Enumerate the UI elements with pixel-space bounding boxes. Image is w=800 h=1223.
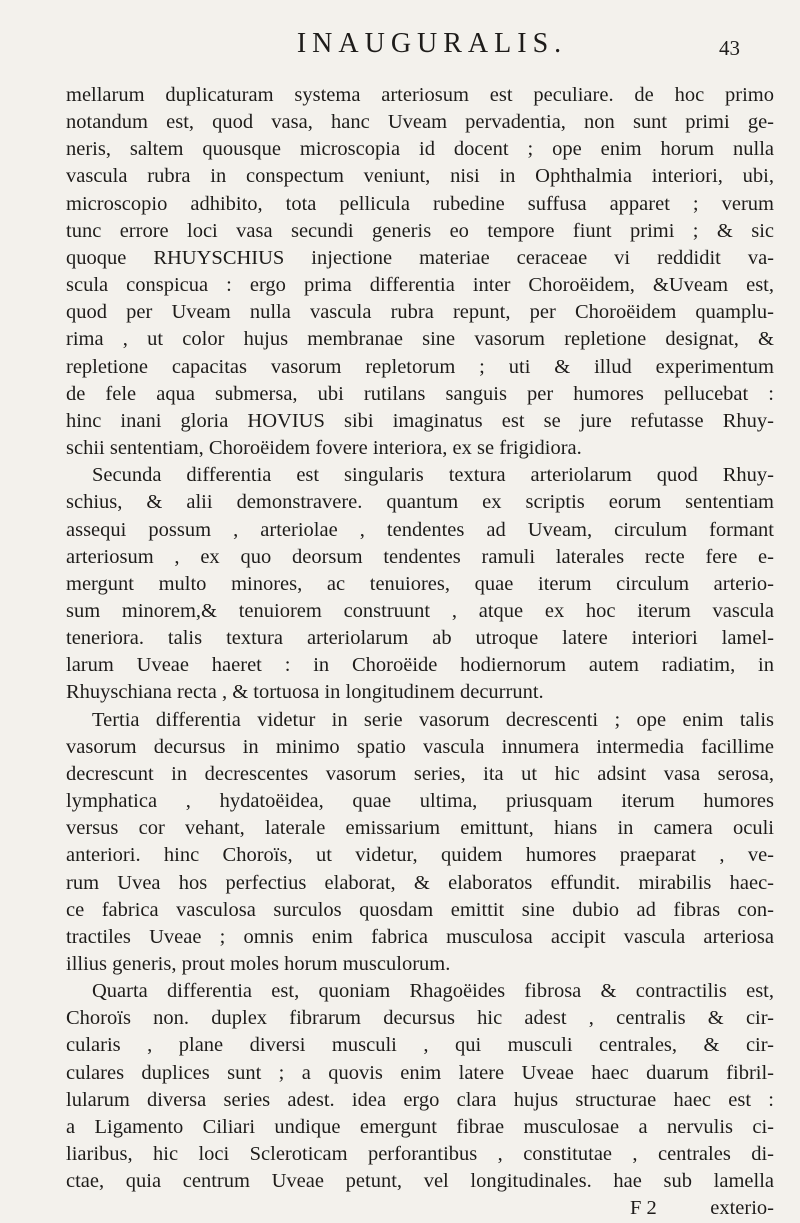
text-line: lymphatica , hydatoëidea, quae ultima, priusquam iterum humores	[66, 790, 774, 813]
text-line: vasorum decursus in minimo spatio vascula innumera intermedia facillime	[66, 735, 774, 758]
text-line: Rhuyschiana recta , & tortuosa in longitudinem decurrunt.	[66, 681, 544, 704]
text-line: teneriora. talis textura arteriolarum ab utroque latere interiori lamel-	[66, 627, 774, 650]
text-line: liaribus, hic loci Scleroticam perforantibus , constitutae , centrales di-	[66, 1143, 774, 1166]
running-title: INAUGURALIS.	[296, 28, 568, 59]
text-line: tunc errore loci vasa secundi generis eo tempore fiunt primi ; & sic	[66, 219, 774, 242]
text-line: vascula rubra in conspectum veniunt, nisi in Ophthalmia interiori, ubi,	[66, 165, 774, 188]
text-line: Quarta differentia est, quoniam Rhagoëides fibrosa & contractilis est,	[92, 980, 774, 1003]
text-line: de fele aqua submersa, ubi rutilans sanguis per humores pellucebat :	[66, 382, 774, 405]
text-line: mergunt multo minores, ac tenuiores, quae iterum circulum arterio-	[66, 572, 774, 595]
text-line: ctae, quia centrum Uveae petunt, vel longitudinales. hae sub lamella	[66, 1170, 774, 1193]
text-line: cularis , plane diversi musculi , qui musculi centrales, & cir-	[66, 1034, 774, 1057]
text-line: neris, saltem quousque microscopia id docent ; ope enim horum nulla	[66, 138, 774, 161]
text-line: mellarum duplicaturam systema arteriosum est peculiare. de hoc primo	[66, 84, 774, 106]
running-head	[0, 28, 800, 60]
text-line: arteriosum , ex quo deorsum tendentes ramuli laterales recte fere e-	[66, 545, 774, 568]
text-line: Secunda differentia est singularis textura arteriolarum quod Rhuy-	[92, 464, 774, 487]
text-line: a Ligamento Ciliari undique emergunt fibrae musculosae a nervulis ci-	[66, 1115, 774, 1138]
text-line: sum minorem,& tenuiorem construunt , atque ex hoc iterum vascula	[66, 599, 774, 622]
catchword: exterio-	[710, 1197, 774, 1220]
text-line: schii sententiam, Choroëidem fovere interiora, ex se frigidiora.	[66, 437, 582, 460]
footer-line	[66, 1195, 774, 1222]
text-line: repletione capacitas vasorum repletorum ; uti & illud experimentum	[66, 355, 774, 378]
text-line: versus cor vehant, laterale emissarium emittunt, hians in camera oculi	[66, 817, 774, 840]
text-line: anteriori. hinc Choroïs, ut videtur, quidem humores praeparat , ve-	[66, 844, 774, 867]
signature-mark: F 2	[630, 1197, 657, 1220]
text-line: illius generis, prout moles horum musculorum.	[66, 953, 451, 975]
text-line: culares duplices sunt ; a quovis enim latere Uveae haec duarum fibril-	[66, 1061, 774, 1084]
text-line: hinc inani gloria HOVIUS sibi imaginatus est se jure refutasse Rhuy-	[66, 409, 774, 432]
text-line: notandum est, quod vasa, hanc Uveam pervadentia, non sunt primi ge-	[66, 111, 774, 134]
text-line: assequi possum , arteriolae , tendentes ad Uveam, circulum formant	[66, 518, 774, 541]
text-line: ce fabrica vasculosa surculos quosdam emittit sine dubio ad fibras con-	[66, 898, 774, 921]
page-number: 43	[719, 36, 740, 60]
text-line: scula conspicua : ergo prima differentia inter Choroëidem, &Uveam est,	[66, 274, 774, 297]
text-line: Tertia differentia videtur in serie vasorum decrescenti ; ope enim talis	[92, 708, 774, 731]
text-line: decrescunt in decrescentes vasorum series, ita ut hic adsint vasa serosa,	[66, 762, 774, 785]
text-line: rima , ut color hujus membranae sine vasorum repletione designat, &	[66, 328, 774, 351]
text-line: rum Uvea hos perfectius elaborat, & elaboratos effundit. mirabilis haec-	[66, 871, 774, 894]
text-line: schius, & alii demonstravere. quantum ex scriptis eorum sententiam	[66, 491, 774, 514]
text-line: tractiles Uveae ; omnis enim fabrica musculosa accipit vascula arteriosa	[66, 925, 774, 948]
text-line: microscopio adhibito, tota pellicula rubedine suffusa apparet ; verum	[66, 192, 774, 215]
text-line: Choroïs non. duplex fibrarum decursus hic adest , centralis & cir-	[66, 1007, 774, 1030]
text-line: larum Uveae haeret : in Choroëide hodiernorum autem radiatim, in	[66, 654, 774, 677]
text-line: quod per Uveam nulla vascula rubra repunt, per Choroëidem quamplu-	[66, 301, 774, 324]
text-line: lularum diversa series adest. idea ergo clara hujus structurae haec est :	[66, 1088, 774, 1111]
body-text	[66, 82, 774, 1223]
text-line: quoque RHUYSCHIUS injectione materiae ceraceae vi reddidit va-	[66, 246, 774, 269]
